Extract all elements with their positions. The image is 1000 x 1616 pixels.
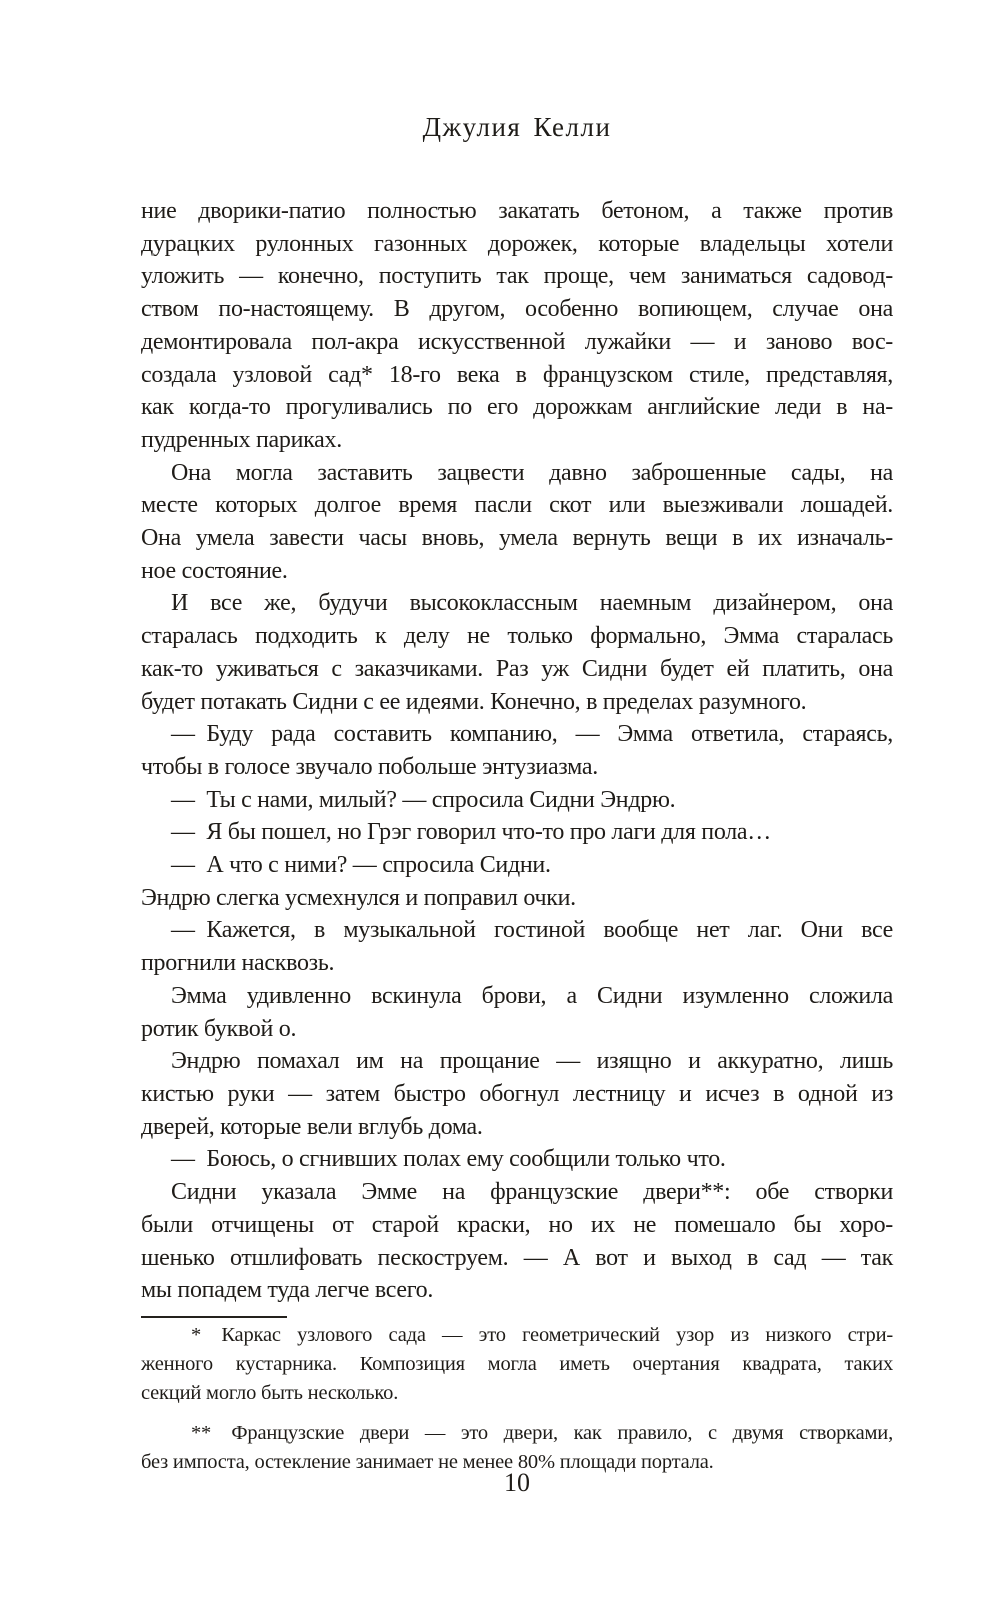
text-line: чтобы в голосе звучало побольше энтузиазма. <box>141 753 598 780</box>
text-line: Эндрю слегка усмехнулся и поправил очки. <box>141 884 576 911</box>
text-line: — А что с ними? — спросила Сидни. <box>171 852 551 879</box>
text-line: И все же, будучи высококлассным наемным дизайнером, она <box>171 590 893 617</box>
footnote-separator <box>141 1316 287 1318</box>
text-line: шенько отшлифовать пескоструем. — А вот и выход в сад — так <box>141 1244 893 1271</box>
text-line: — Ты с нами, милый? — спросила Сидни Эндрю. <box>171 786 676 813</box>
text-line: — Боюсь, о сгнивших полах ему сообщили только что. <box>171 1146 726 1173</box>
footnote-line: женного кустарника. Композиция могла иметь очертания квадрата, таких <box>141 1353 893 1375</box>
page-number: 10 <box>504 1468 530 1497</box>
text-line: Эмма удивленно вскинула брови, а Сидни изумленно сложила <box>171 982 893 1009</box>
text-line: дурацких рулонных газонных дорожек, которые владельцы хотели <box>141 230 893 257</box>
running-head-author: Джулия Келли <box>422 112 612 142</box>
footnote-line: секций могло быть несколько. <box>141 1382 399 1404</box>
text-line: — Я бы пошел, но Грэг говорил что-то про лаги для пола… <box>171 819 771 846</box>
text-line: демонтировала пол-акра искусственной лужайки — и заново вос- <box>141 328 893 355</box>
text-line: будет потакать Сидни с ее идеями. Конечно, в пределах разумного. <box>141 688 807 715</box>
text-line: создала узловой сад* 18-го века в французском стиле, представляя, <box>141 361 893 388</box>
body-text <box>141 195 893 1307</box>
text-line: Она могла заставить зацвести давно заброшенные сады, на <box>171 459 893 486</box>
text-line: как когда-то прогуливались по его дорожкам английские леди в на- <box>141 394 893 421</box>
text-line: пудренных париках. <box>141 426 342 453</box>
footnotes <box>141 1321 893 1488</box>
text-line: месте которых долгое время пасли скот или выезживали лошадей. <box>141 492 893 519</box>
text-line: прогнили насквозь. <box>141 950 335 977</box>
text-line: уложить — конечно, поступить так проще, чем заниматься садовод- <box>141 263 893 290</box>
text-line: как-то уживаться с заказчиками. Раз уж Сидни будет ей платить, она <box>141 655 893 682</box>
footnote <box>141 1321 893 1408</box>
text-line: ное состояние. <box>141 557 288 584</box>
text-line: Эндрю помахал им на прощание — изящно и аккуратно, лишь <box>171 1048 893 1075</box>
text-line: — Кажется, в музыкальной гостиной вообще нет лаг. Они все <box>171 917 893 944</box>
text-line: Сидни указала Эмме на французские двери**: обе створки <box>171 1179 893 1206</box>
text-line: мы попадем туда легче всего. <box>141 1277 434 1304</box>
text-line: — Буду рада составить компанию, — Эмма ответила, стараясь, <box>171 721 893 748</box>
text-line: ством по-настоящему. В другом, особенно вопиющем, случае она <box>141 296 893 323</box>
text-line: ротик буквой о. <box>141 1015 297 1042</box>
text-line: Она умела завести часы вновь, умела вернуть вещи в их изначаль- <box>141 525 893 552</box>
footnote-line: без импоста, остекление занимает не менее 80% площади портала. <box>141 1451 714 1473</box>
footnote-line: ** Французские двери — это двери, как правило, с двумя створками, <box>191 1422 893 1444</box>
text-line: были отчищены от старой краски, но их не помешало бы хоро- <box>141 1211 893 1238</box>
text-line: старалась подходить к делу не только формально, Эмма старалась <box>141 623 893 650</box>
text-line: кистью руки — затем быстро обогнул лестницу и исчез в одной из <box>141 1080 893 1107</box>
text-line: дверей, которые вели вглубь дома. <box>141 1113 483 1140</box>
footnote-line: * Каркас узлового сада — это геометрический узор из низкого стри- <box>191 1324 893 1346</box>
text-line: ние дворики-патио полностью закатать бетоном, а также против <box>141 198 893 224</box>
